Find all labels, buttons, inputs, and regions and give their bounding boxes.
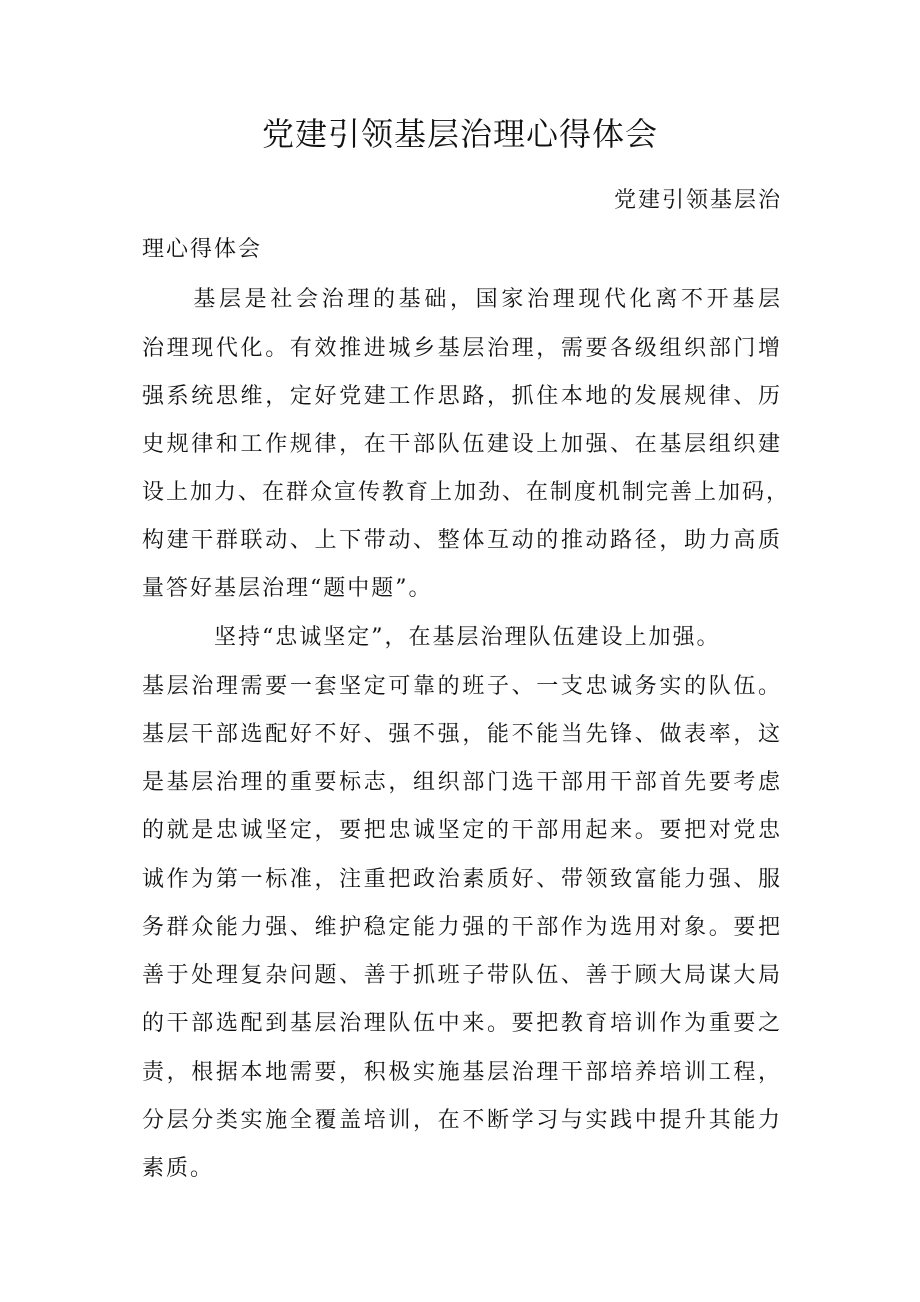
paragraph-2-line-12: 素质。 <box>142 1156 215 1181</box>
paragraph-1-line-5: 设上加力、在群众宣传教育上加劲、在制度机制完善上加码， <box>142 480 791 505</box>
paragraph-2-line-7: 务群众能力强、维护稳定能力强的干部作为选用对象。要把 <box>142 915 782 940</box>
paragraph-1-line-4: 史规律和工作规律，在干部队伍建设上加强、在基层组织建 <box>142 432 782 457</box>
paragraph-1-line-2: 治理现代化。有效推进城乡基层治理，需要各级组织部门增 <box>142 336 782 361</box>
paragraph-1-line-7: 量答好基层治理“题中题”。 <box>142 576 433 601</box>
paragraph-2-line-1: 坚持“忠诚坚定”，在基层治理队伍建设上加强。 <box>142 625 721 650</box>
paragraph-1-line-1: 基层是社会治理的基础，国家治理现代化离不开基层 <box>142 287 782 312</box>
paragraph-2-line-8: 善于处理复杂问题、善于抓班子带队伍、善于顾大局谋大局 <box>142 963 782 988</box>
paragraph-1-line-6: 构建干群联动、上下带动、整体互动的推动路径，助力高质 <box>142 528 782 553</box>
paragraph-2-line-9: 的干部选配到基层治理队伍中来。要把教育培训作为重要之 <box>142 1011 782 1036</box>
paragraph-2-line-5: 的就是忠诚坚定，要把忠诚坚定的干部用起来。要把对党忠 <box>142 818 782 843</box>
paragraph-2-line-4: 是基层治理的重要标志，组织部门选干部用干部首先要考虑 <box>142 770 782 795</box>
paragraph-2-line-10: 责，根据本地需要，积极实施基层治理干部培养培训工程， <box>142 1060 782 1085</box>
paragraph-2-line-11: 分层分类实施全覆盖培训，在不断学习与实践中提升其能力 <box>142 1108 782 1133</box>
document-title: 党建引领基层治理心得体会 <box>261 115 658 153</box>
paragraph-2-line-6: 诚作为第一标准，注重把政治素质好、带领致富能力强、服 <box>142 867 782 892</box>
paragraph-2-line-2: 基层治理需要一套坚定可靠的班子、一支忠诚务实的队伍。 <box>142 674 782 699</box>
author-line-2: 理心得体会 <box>142 237 263 262</box>
author-line-1: 党建引领基层治 <box>613 188 782 213</box>
paragraph-2-line-3: 基层干部选配好不好、强不强，能不能当先锋、做表率，这 <box>142 722 782 747</box>
paragraph-1-line-3: 强系统思维，定好党建工作思路，抓住本地的发展规律、历 <box>142 384 782 409</box>
